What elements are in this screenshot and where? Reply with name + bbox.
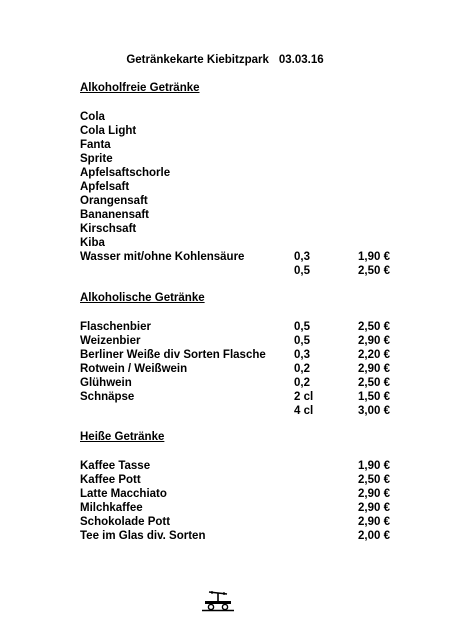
item-name: Kiba — [80, 237, 105, 249]
menu-row — [80, 529, 390, 543]
menu-date: 03.03.16 — [278, 54, 324, 66]
menu-row — [80, 404, 390, 418]
item-name: Flaschenbier — [80, 321, 151, 333]
menu-row — [80, 138, 390, 152]
item-price: 2,50 € — [358, 474, 390, 486]
item-qty: 0,5 — [294, 321, 310, 333]
item-price: 2,90 € — [358, 488, 390, 500]
section-heading-hot-drinks: Heiße Getränke — [80, 431, 165, 443]
menu-row — [80, 362, 390, 376]
menu-row — [80, 376, 390, 390]
item-price: 2,90 € — [358, 516, 390, 528]
item-qty: 0,3 — [294, 251, 310, 263]
item-name: Wasser mit/ohne Kohlensäure — [80, 251, 245, 263]
item-price: 2,50 € — [358, 265, 390, 277]
menu-row — [80, 334, 390, 348]
item-name: Berliner Weiße div Sorten Flasche — [80, 349, 266, 361]
page-title — [0, 54, 450, 66]
menu-row — [80, 320, 390, 334]
menu-row — [80, 390, 390, 404]
item-name: Milchkaffee — [80, 502, 143, 514]
menu-row — [80, 348, 390, 362]
item-qty: 0,2 — [294, 377, 310, 389]
menu-row — [80, 208, 390, 222]
section-heading-non-alcoholic: Alkoholfreie Getränke — [80, 82, 200, 94]
item-price: 1,90 € — [358, 460, 390, 472]
menu-row — [80, 194, 390, 208]
menu-row — [80, 124, 390, 138]
item-price: 3,00 € — [358, 405, 390, 417]
item-price: 2,90 € — [358, 363, 390, 375]
item-name: Kirschsaft — [80, 223, 137, 235]
item-name: Schokolade Pott — [80, 516, 171, 528]
menu-row — [80, 180, 390, 194]
item-price: 2,90 € — [358, 502, 390, 514]
menu-row — [80, 236, 390, 250]
item-name: Apfelsaft — [80, 181, 130, 193]
menu-row — [80, 473, 390, 487]
item-name: Weizenbier — [80, 335, 141, 347]
item-name: Cola Light — [80, 125, 137, 137]
item-price: 2,20 € — [358, 349, 390, 361]
item-qty: 0,2 — [294, 363, 310, 375]
item-name: Fanta — [80, 139, 111, 151]
menu-row — [80, 487, 390, 501]
section-heading-alcoholic: Alkoholische Getränke — [80, 292, 205, 304]
item-name: Rotwein / Weißwein — [80, 363, 188, 375]
item-qty: 4 cl — [294, 405, 314, 417]
menu-row — [80, 110, 390, 124]
item-price: 1,50 € — [358, 391, 390, 403]
menu-title: Getränkekarte Kiebitzpark — [126, 54, 269, 66]
item-name: Schnäpse — [80, 391, 135, 403]
item-name: Kaffee Pott — [80, 474, 141, 486]
menu-row — [80, 264, 390, 278]
menu-row — [80, 152, 390, 166]
handcar-icon — [201, 590, 235, 612]
item-price: 2,50 € — [358, 377, 390, 389]
item-name: Kaffee Tasse — [80, 460, 151, 472]
menu-row — [80, 166, 390, 180]
menu-row — [80, 459, 390, 473]
item-name: Bananensaft — [80, 209, 150, 221]
item-qty: 0,3 — [294, 349, 310, 361]
item-price: 1,90 € — [358, 251, 390, 263]
item-name: Orangensaft — [80, 195, 148, 207]
item-name: Cola — [80, 111, 105, 123]
menu-row — [80, 222, 390, 236]
item-qty: 0,5 — [294, 335, 310, 347]
item-price: 2,90 € — [358, 335, 390, 347]
item-name: Sprite — [80, 153, 113, 165]
item-qty: 0,5 — [294, 265, 310, 277]
item-name: Glühwein — [80, 377, 132, 389]
item-price: 2,00 € — [358, 530, 390, 542]
item-price: 2,50 € — [358, 321, 390, 333]
item-name: Tee im Glas div. Sorten — [80, 530, 206, 542]
item-name: Apfelsaftschorle — [80, 167, 171, 179]
menu-row — [80, 250, 390, 264]
item-name: Latte Macchiato — [80, 488, 167, 500]
menu-row — [80, 515, 390, 529]
menu-row — [80, 501, 390, 515]
item-qty: 2 cl — [294, 391, 314, 403]
